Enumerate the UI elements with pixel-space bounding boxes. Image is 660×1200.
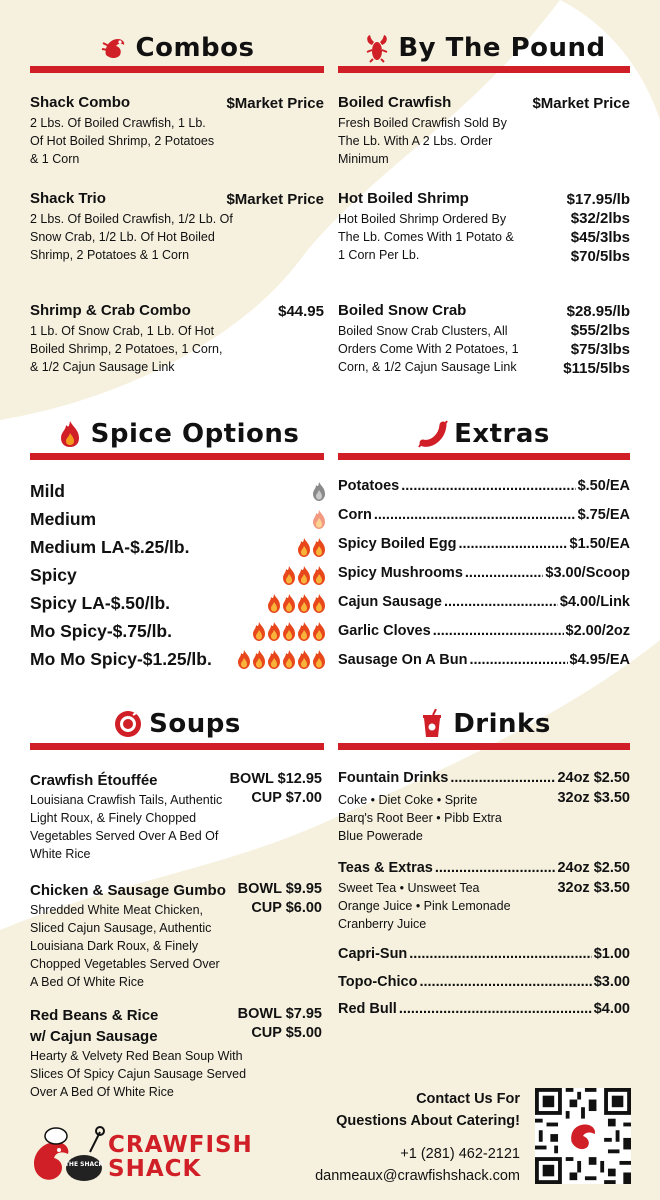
flame-icon <box>297 622 311 641</box>
soup-item <box>30 1005 322 1101</box>
extra-name: Cajun Sausage <box>338 594 442 610</box>
soup-desc-line: Louisiana Dark Roux, & Finely <box>30 939 199 953</box>
spice-level <box>312 482 326 501</box>
fountain-price-32: 32oz $3.50 <box>557 790 630 806</box>
pound-header <box>338 28 630 68</box>
leader-dots <box>435 860 556 876</box>
drinks-title: Drinks <box>453 709 551 739</box>
soups-rule <box>30 743 324 750</box>
soup-item <box>30 880 322 991</box>
pound-desc-line: The Lb. Comes With 1 Potato & <box>338 230 514 244</box>
soup-name-line: Chicken & Sausage Gumbo <box>30 882 226 899</box>
extra-price: $4.95/EA <box>569 652 630 668</box>
extra-row <box>338 507 630 523</box>
topo-chico-row <box>338 974 630 990</box>
combo-desc <box>30 114 324 168</box>
leader-dots <box>409 946 591 962</box>
combo-price: $44.95 <box>278 303 324 320</box>
spice-row <box>30 645 326 673</box>
spice-row <box>30 561 326 589</box>
pound-prices <box>567 190 630 266</box>
pound-price: $Market Price <box>532 95 630 112</box>
soups-title: Soups <box>149 709 241 739</box>
extras-title: Extras <box>454 419 550 449</box>
topo-chico-price: $3.00 <box>593 974 630 990</box>
soup-prices <box>238 1005 322 1043</box>
pound-price: $45/3lbs <box>570 229 630 246</box>
leader-dots <box>458 536 567 552</box>
spice-label: Spicy LA-$.50/lb. <box>30 592 171 613</box>
combo-desc-line: Of Hot Boiled Shrimp, 2 Potatoes <box>30 134 215 148</box>
combo-desc <box>30 322 324 376</box>
extra-price: $1.50/EA <box>569 536 630 552</box>
fountain-desc-line: Coke • Diet Coke • Sprite <box>338 793 478 807</box>
spice-level <box>297 538 326 557</box>
capri-sun-price: $1.00 <box>593 946 630 962</box>
lobster-icon <box>362 33 392 63</box>
spice-label: Medium LA-$.25/lb. <box>30 536 190 557</box>
combo-desc <box>30 210 324 264</box>
soup-desc-line: A Bed Of White Rice <box>30 975 144 989</box>
flame-icon <box>267 594 281 613</box>
leader-dots <box>433 623 564 639</box>
pound-desc-line: Orders Come With 2 Potatoes, 1 <box>338 342 519 356</box>
combos-title: Combos <box>135 33 255 63</box>
combo-item <box>30 190 324 264</box>
flame-icon <box>237 650 251 669</box>
flame-icon <box>297 566 311 585</box>
soup-price: CUP $6.00 <box>251 900 322 916</box>
flame-icon <box>312 510 326 529</box>
spice-row <box>30 533 326 561</box>
soup-desc-line: Over A Bed Of White Rice <box>30 1085 174 1099</box>
pound-price: $75/3lbs <box>570 341 630 358</box>
combo-desc-line: & 1/2 Cajun Sausage Link <box>30 360 175 374</box>
flame-icon <box>312 594 326 613</box>
extras-rule <box>338 453 630 460</box>
sausage-icon <box>418 419 448 449</box>
extra-row <box>338 565 630 581</box>
pound-price: $115/5lbs <box>563 360 630 377</box>
soup-desc-line: White Rice <box>30 847 91 861</box>
pound-name: Hot Boiled Shrimp <box>338 190 469 207</box>
pound-prices <box>563 302 630 378</box>
contact-line1: Contact Us For <box>416 1091 520 1107</box>
flame-icon <box>252 622 266 641</box>
spice-title: Spice Options <box>90 419 300 449</box>
soup-name-line: Red Beans & Rice <box>30 1007 159 1024</box>
spice-row <box>30 505 326 533</box>
combo-desc-line: Boiled Shrimp, 2 Potatoes, 1 Corn, <box>30 342 223 356</box>
flame-icon <box>312 566 326 585</box>
soup-desc-line: Vegetables Served Over A Bed Of <box>30 829 219 843</box>
contact-heading <box>336 1088 520 1132</box>
extras-header <box>338 414 630 454</box>
soup-item <box>30 770 322 863</box>
leader-dots <box>399 1001 592 1017</box>
crawfish-icon <box>100 33 130 63</box>
flame-icon <box>297 650 311 669</box>
pound-item <box>338 190 630 264</box>
combo-desc-line: Shrimp, 2 Potatoes & 1 Corn <box>30 248 190 262</box>
contact-details <box>315 1143 520 1187</box>
pound-desc-line: 1 Corn Per Lb. <box>338 248 420 262</box>
extra-price: $.50/EA <box>577 478 630 494</box>
extra-name: Sausage On A Bun <box>338 652 468 668</box>
spice-header <box>30 414 324 454</box>
soup-desc-line: Light Roux, & Finely Chopped <box>30 811 197 825</box>
leader-dots <box>374 507 576 523</box>
extra-price: $.75/EA <box>577 507 630 523</box>
combo-name: Shrimp & Crab Combo <box>30 302 191 319</box>
fountain-drinks-row <box>338 770 630 786</box>
spice-level <box>312 510 326 529</box>
soup-prices <box>238 880 322 918</box>
teas-row <box>338 860 630 876</box>
flame-icon <box>252 650 266 669</box>
qr-code[interactable] <box>535 1088 631 1184</box>
flame-icon <box>312 538 326 557</box>
extra-price: $3.00/Scoop <box>545 565 630 581</box>
teas-name: Teas & Extras <box>338 860 433 876</box>
red-bull-price: $4.00 <box>593 1001 630 1017</box>
soup-desc-line: Hearty & Velvety Red Bean Soup With <box>30 1049 243 1063</box>
crawfish-chef-logo <box>28 1124 106 1186</box>
soup-name-line: Crawfish Étouffée <box>30 772 158 789</box>
soup-price: BOWL $12.95 <box>229 771 322 787</box>
flame-icon <box>267 650 281 669</box>
flame-icon <box>312 622 326 641</box>
pound-name: Boiled Snow Crab <box>338 302 467 319</box>
spice-label: Mild <box>30 480 65 501</box>
pound-price: $28.95/lb <box>566 303 630 320</box>
extra-name: Spicy Mushrooms <box>338 565 463 581</box>
teas-desc-line: Cranberry Juice <box>338 917 427 931</box>
flame-icon <box>267 622 281 641</box>
soup-price: CUP $5.00 <box>251 1025 322 1041</box>
leader-dots <box>450 770 555 786</box>
fountain-price-24: 24oz $2.50 <box>557 770 630 786</box>
combo-name: Shack Combo <box>30 94 131 111</box>
logo-line1: CRAWFISH <box>108 1132 253 1158</box>
extra-price: $2.00/2oz <box>565 623 630 639</box>
pound-desc-line: The Lb. With A 2 Lbs. Order Minimum <box>338 134 493 166</box>
soup-desc <box>30 1047 322 1101</box>
extra-row <box>338 478 630 494</box>
fountain-desc-line: Blue Powerade <box>338 829 423 843</box>
pound-prices <box>532 94 630 113</box>
fountain-desc-line: Barq's Root Beer • Pibb Extra <box>338 811 502 825</box>
extra-row <box>338 623 630 639</box>
combos-header <box>30 28 324 68</box>
soup-price: BOWL $7.95 <box>237 1006 322 1022</box>
combo-desc-line: 2 Lbs. Of Boiled Crawfish, 1 Lb. <box>30 116 206 130</box>
pound-name: Boiled Crawfish <box>338 94 452 111</box>
pound-price: $17.95/lb <box>566 191 630 208</box>
soup-desc-line: Shredded White Meat Chicken, <box>30 903 204 917</box>
soup-desc-line: Sliced Cajun Sausage, Authentic <box>30 921 212 935</box>
logo-line2: SHACK <box>108 1156 202 1182</box>
flame-icon <box>282 622 296 641</box>
extra-name: Potatoes <box>338 478 400 494</box>
leader-dots <box>469 652 567 668</box>
combo-price: $Market Price <box>226 95 324 112</box>
flame-icon <box>282 594 296 613</box>
flame-icon <box>312 650 326 669</box>
flame-icon <box>282 650 296 669</box>
drink-cup-icon <box>417 709 447 739</box>
pound-desc-line: Fresh Boiled Crawfish Sold By <box>338 116 507 130</box>
soups-header <box>30 704 324 744</box>
fire-icon <box>55 419 85 449</box>
combo-name: Shack Trio <box>30 190 106 207</box>
extra-name: Corn <box>338 507 372 523</box>
teas-desc <box>338 879 553 933</box>
pound-price: $55/2lbs <box>570 322 630 339</box>
flame-icon <box>297 538 311 557</box>
pound-title: By The Pound <box>398 33 606 63</box>
extra-name: Spicy Boiled Egg <box>338 536 457 552</box>
soup-desc-line: Slices Of Spicy Cajun Sausage Served <box>30 1067 247 1081</box>
spice-rule <box>30 453 324 460</box>
extra-name: Garlic Cloves <box>338 623 431 639</box>
flame-icon <box>297 594 311 613</box>
extra-row <box>338 652 630 668</box>
spice-level <box>267 594 326 613</box>
soup-desc-line: Chopped Vegetables Served Over <box>30 957 220 971</box>
spice-label: Spicy <box>30 564 77 585</box>
drinks-rule <box>338 743 630 750</box>
flame-icon <box>282 566 296 585</box>
combo-item <box>30 94 324 168</box>
combo-desc-line: Snow Crab, 1/2 Lb. Of Hot Boiled <box>30 230 215 244</box>
leader-dots <box>465 565 543 581</box>
pound-item <box>338 94 630 168</box>
spice-label: Mo Spicy-$.75/lb. <box>30 620 172 641</box>
spice-row <box>30 617 326 645</box>
soup-price: BOWL $9.95 <box>237 881 322 897</box>
pound-desc-line: Hot Boiled Shrimp Ordered By <box>338 212 507 226</box>
logo-pot-text: THE SHACK <box>64 1161 104 1168</box>
pound-desc <box>338 114 543 168</box>
contact-line2: Questions About Catering! <box>336 1113 520 1129</box>
pound-desc-line: Boiled Snow Crab Clusters, All <box>338 324 508 338</box>
pound-desc-line: Corn, & 1/2 Cajun Sausage Link <box>338 360 517 374</box>
leader-dots <box>419 974 591 990</box>
soup-bowl-icon <box>113 709 143 739</box>
spice-row <box>30 589 326 617</box>
teas-price-24: 24oz $2.50 <box>557 860 630 876</box>
fountain-drinks-name: Fountain Drinks <box>338 770 449 786</box>
combo-item <box>30 302 324 376</box>
spice-level <box>237 650 326 669</box>
soup-desc-line: Louisiana Crawfish Tails, Authentic <box>30 793 223 807</box>
combo-price: $Market Price <box>226 191 324 208</box>
spice-level <box>282 566 326 585</box>
leader-dots <box>401 478 575 494</box>
logo-wordmark <box>108 1133 253 1181</box>
combo-desc-line: 2 Lbs. Of Boiled Crawfish, 1/2 Lb. Of <box>30 212 233 226</box>
pound-desc <box>338 210 543 264</box>
extra-row <box>338 594 630 610</box>
soup-price: CUP $7.00 <box>251 790 322 806</box>
email-address[interactable]: danmeaux@crawfishshack.com <box>315 1168 520 1184</box>
extra-price: $4.00/Link <box>559 594 630 610</box>
teas-price-32: 32oz $3.50 <box>557 880 630 896</box>
topo-chico-name: Topo-Chico <box>338 974 418 990</box>
pound-price: $70/5lbs <box>570 248 630 265</box>
capri-sun-row <box>338 946 630 962</box>
pound-price: $32/2lbs <box>570 210 630 227</box>
combo-desc-line: 1 Lb. Of Snow Crab, 1 Lb. Of Hot <box>30 324 215 338</box>
spice-row <box>30 477 326 505</box>
smoke-icon <box>312 482 326 501</box>
combo-desc-line: & 1 Corn <box>30 152 80 166</box>
red-bull-name: Red Bull <box>338 1001 397 1017</box>
soup-prices <box>230 770 322 808</box>
leader-dots <box>444 594 558 610</box>
spice-label: Medium <box>30 508 97 529</box>
pound-item <box>338 302 630 376</box>
pound-desc <box>338 322 543 376</box>
teas-desc-line: Orange Juice • Pink Lemonade <box>338 899 511 913</box>
extra-row <box>338 536 630 552</box>
capri-sun-name: Capri-Sun <box>338 946 408 962</box>
fountain-desc <box>338 791 553 845</box>
drinks-header <box>338 704 630 744</box>
soup-name-line: w/ Cajun Sausage <box>30 1028 158 1045</box>
spice-level <box>252 622 326 641</box>
phone-number[interactable]: +1 (281) 462-2121 <box>400 1146 520 1162</box>
spice-label: Mo Mo Spicy-$1.25/lb. <box>30 648 212 669</box>
teas-desc-line: Sweet Tea • Unsweet Tea <box>338 881 480 895</box>
red-bull-row <box>338 1001 630 1017</box>
